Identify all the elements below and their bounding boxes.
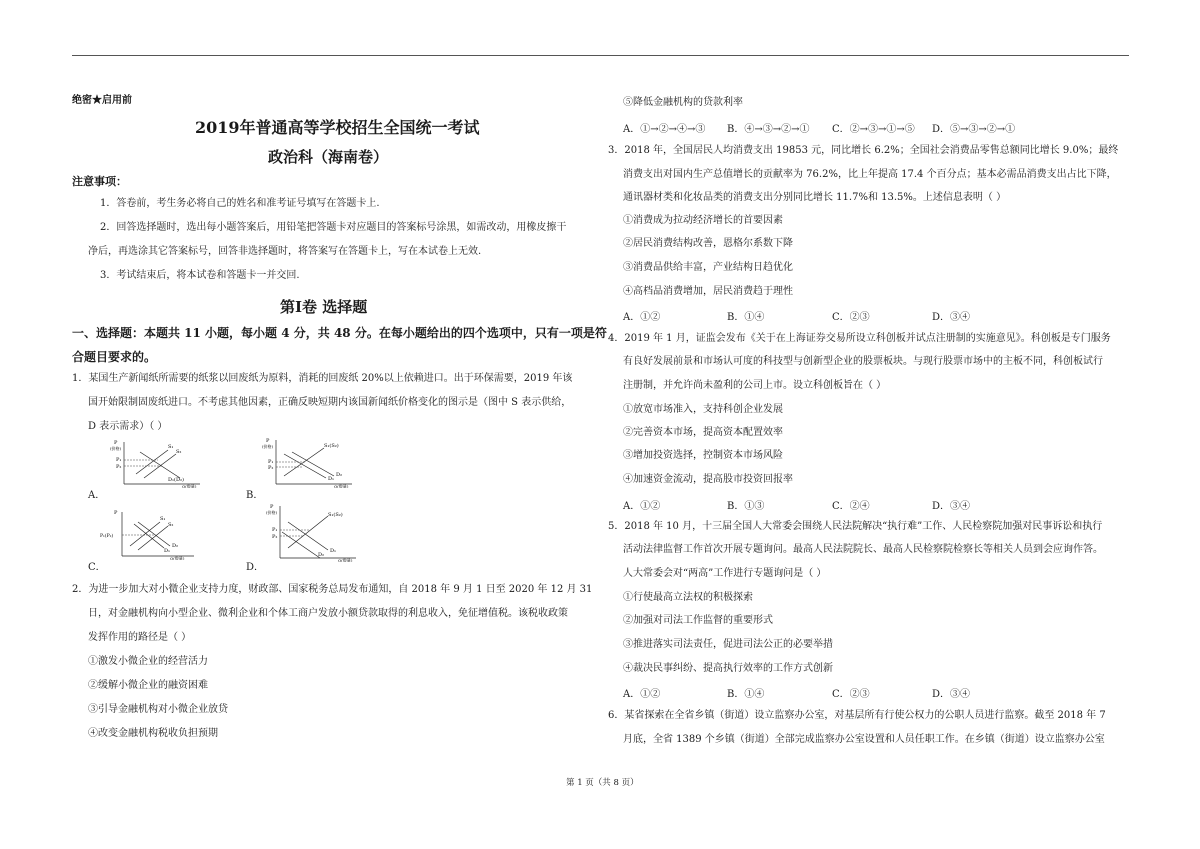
question-3-text: 通讯器材类和化妆品类的消费支出分别同比增长 11.7%和 13.5%。上述信息表明（ ）	[623, 192, 1007, 203]
q4-option-d[interactable]: D．③④	[932, 501, 971, 512]
graph-d	[266, 500, 362, 562]
graph-d-q-label: Q(数量)	[338, 558, 353, 562]
q3-option-c[interactable]: C．②③	[832, 312, 870, 323]
graph-b-price-label: (价格)	[262, 444, 274, 449]
graph-a-d: D₁(D₂)	[168, 477, 184, 483]
graph-a-p1: P₁	[116, 457, 122, 463]
question-1-text: 国开始限制固废纸进口。不考虑其他因素，正确反映短期内该国新闻纸价格变化的图示是（图中 S 表示供给，	[88, 397, 572, 408]
q4-option-a[interactable]: A．①②	[623, 501, 661, 512]
notice-item: 净后，再选涂其它答案标号，回答非选择题时，将答案写在答题卡上，写在本试卷上无效.	[88, 246, 482, 257]
question-2-text: 2．为进一步加大对小微企业支持力度，财政部、国家税务总局发布通知，自 2018 年 9 月 1 日至 2020 年 12 月 31	[72, 584, 593, 595]
graph-a-q-label: Q(数量)	[182, 484, 197, 488]
notice-item: 2．回答选择题时，选出每小题答案后，用铅笔把答题卡对应题目的答案标号涂黑，如需改动，用橡皮擦干	[100, 222, 567, 233]
graph-d-p2: P₂	[272, 534, 278, 540]
option-d[interactable]: D．	[246, 562, 265, 573]
q5-option-c[interactable]: C．②③	[832, 689, 870, 700]
question-3-text: 消费支出对国内生产总值增长的贡献率为 76.2%，比上年提高 17.4 个百分点；基本必需品消费支出占比下降，	[623, 169, 1117, 180]
option-c[interactable]: C．	[88, 562, 106, 573]
question-5-text: 人大常委会对“两高”工作进行专题询问是（ ）	[623, 568, 827, 579]
question-1-text: 1．某国生产新闻纸所需要的纸浆以回废纸为原料，消耗的回废纸 20%以上依赖进口。出于环保需要，2019 年该	[72, 373, 573, 384]
graph-a-price-label: (价格)	[110, 446, 122, 451]
graph-b-s: S₁(S₂)	[324, 443, 339, 449]
graph-b	[262, 436, 358, 488]
q3-option-b[interactable]: B．①④	[727, 312, 765, 323]
graph-c-p-label: P	[114, 510, 118, 516]
q2-option-b[interactable]: B．④→③→②→①	[727, 124, 810, 135]
graph-c-q-label: Q(数量)	[170, 556, 185, 560]
graph-d-p-label: P	[270, 504, 274, 510]
exam-subtitle: 政治科（海南卷）	[268, 148, 389, 166]
graph-d-s: S₁(S₂)	[328, 512, 343, 518]
notice-title: 注意事项：	[72, 175, 127, 188]
graph-c-p: P₁(P₂)	[100, 534, 114, 539]
graph-c-d1: D₁	[164, 548, 171, 554]
question-5-item: ①行使最高立法权的积极探索	[623, 592, 753, 603]
graph-a-s2: S₂	[176, 449, 182, 455]
notice-item: 1．答卷前，考生务必将自己的姓名和准考证号填写在答题卡上.	[100, 198, 380, 209]
graph-c	[100, 508, 200, 560]
question-2-item: ①激发小微企业的经营活力	[88, 656, 208, 667]
secret-label: 绝密★启用前	[72, 95, 132, 106]
graph-b-p1: P₁	[268, 459, 274, 465]
q5-option-d[interactable]: D．③④	[932, 689, 971, 700]
q4-option-b[interactable]: B．①③	[727, 501, 765, 512]
graph-c-s1: S₁	[160, 516, 166, 522]
question-3-text: 3．2018 年，全国居民人均消费支出 19853 元，同比增长 6.2%；全国社会消费品零售总额同比增长 9.0%；最终	[608, 145, 1119, 156]
q2-option-a[interactable]: A．①→②→④→③	[623, 124, 706, 135]
graph-d-price-label: (价格)	[266, 510, 278, 515]
question-5-text: 活动法律监督工作首次开展专题询问。最高人民法院院长、最高人民检察院检察长等相关人员到会应询作答。	[623, 544, 1103, 555]
graph-d-p1: P₁	[272, 527, 278, 533]
exam-title: 2019年普通高等学校招生全国统一考试	[195, 118, 480, 137]
section-heading-cont: 合题目要求的。	[72, 350, 157, 364]
question-5-text: 5．2018 年 10 月，十三届全国人大常委会围绕人民法院解决“执行难”工作、人民检察院加强对民事诉讼和执行	[608, 521, 1103, 532]
question-2-item: ②缓解小微企业的融资困难	[88, 680, 208, 691]
q5-option-a[interactable]: A．①②	[623, 689, 661, 700]
graph-c-d2: D₂	[172, 543, 179, 549]
header-rule	[72, 55, 1129, 56]
q3-option-d[interactable]: D．③④	[932, 312, 971, 323]
graph-c-s2: S₂	[168, 522, 174, 528]
page-number: 第 1 页（共 8 页）	[566, 778, 639, 788]
graph-d-d1: D₁	[330, 548, 337, 554]
question-2-item: ⑤降低金融机构的贷款利率	[623, 97, 743, 108]
graph-a-p2: P₂	[116, 464, 122, 470]
graph-a-p-label: P	[114, 440, 118, 446]
q4-option-c[interactable]: C．②④	[832, 501, 870, 512]
question-4-item: ③增加投资选择，控制资本市场风险	[623, 450, 783, 461]
graph-d-d2: D₂	[318, 552, 325, 558]
question-4-item: ①放宽市场准入，支持科创企业发展	[623, 404, 783, 415]
question-1-text: D 表示需求）（ ）	[88, 421, 168, 432]
notice-item: 3．考试结束后，将本试卷和答题卡一并交回.	[100, 270, 300, 281]
question-4-item: ④加速资金流动，提高股市投资回报率	[623, 474, 793, 485]
question-6-text: 月底，全省 1389 个乡镇（街道）全部完成监察办公室设置和人员任职工作。在乡镇（街道）设立监察办公室	[623, 734, 1105, 745]
option-b[interactable]: B．	[246, 490, 264, 501]
graph-b-d2: D₂	[336, 472, 343, 478]
graph-b-d1: D₁	[328, 476, 335, 482]
question-2-item: ④改变金融机构税收负担预期	[88, 728, 218, 739]
question-4-text: 注册制，并允许尚未盈利的公司上市。设立科创板旨在（ ）	[623, 380, 887, 391]
graph-b-p-label: P	[266, 438, 270, 444]
part1-title: 第Ⅰ卷 选择题	[280, 298, 368, 316]
question-5-item: ④裁决民事纠纷、提高执行效率的工作方式创新	[623, 663, 833, 674]
question-3-item: ④高档品消费增加，居民消费趋于理性	[623, 286, 793, 297]
question-4-text: 4．2019 年 1 月，证监会发布《关于在上海证券交易所设立科创板并试点注册制的实施意见》。科创板是专门服务	[608, 333, 1111, 344]
question-5-item: ③推进落实司法责任，促进司法公正的必要举措	[623, 639, 833, 650]
section-heading: 一、选择题：本题共 11 小题，每小题 4 分，共 48 分。在每小题给出的四个选项中，只有一项是符	[72, 326, 607, 340]
question-3-item: ③消费品供给丰富，产业结构日趋优化	[623, 262, 793, 273]
graph-b-q-label: Q(数量)	[334, 484, 349, 488]
question-2-item: ③引导金融机构对小微企业放贷	[88, 704, 228, 715]
q3-option-a[interactable]: A．①②	[623, 312, 661, 323]
graph-b-p2: P₂	[268, 465, 274, 471]
question-3-item: ①消费成为拉动经济增长的首要因素	[623, 215, 783, 226]
question-6-text: 6．某省探索在全省乡镇（街道）设立监察办公室，对基层所有行使公权力的公职人员进行监察。截至 2018 年 7	[608, 710, 1106, 721]
graph-a	[110, 438, 206, 488]
question-3-item: ②居民消费结构改善，恩格尔系数下降	[623, 238, 793, 249]
q2-option-c[interactable]: C．②→③→①→⑤	[832, 124, 915, 135]
graph-a-s1: S₁	[168, 444, 174, 450]
question-4-item: ②完善资本市场，提高资本配置效率	[623, 427, 783, 438]
question-2-text: 日，对金融机构向小型企业、微利企业和个体工商户发放小额贷款取得的利息收入，免征增值税。该税收政策	[88, 608, 568, 619]
q2-option-d[interactable]: D．⑤→③→②→①	[932, 124, 1016, 135]
question-2-text: 发挥作用的路径是（ ）	[88, 632, 192, 643]
option-a[interactable]: A．	[88, 490, 106, 501]
question-5-item: ②加强对司法工作监督的重要形式	[623, 615, 773, 626]
question-4-text: 有良好发展前景和市场认可度的科技型与创新型企业的股票板块。与现行股票市场中的主板不同，科创板试行	[623, 356, 1103, 367]
q5-option-b[interactable]: B．①④	[727, 689, 765, 700]
